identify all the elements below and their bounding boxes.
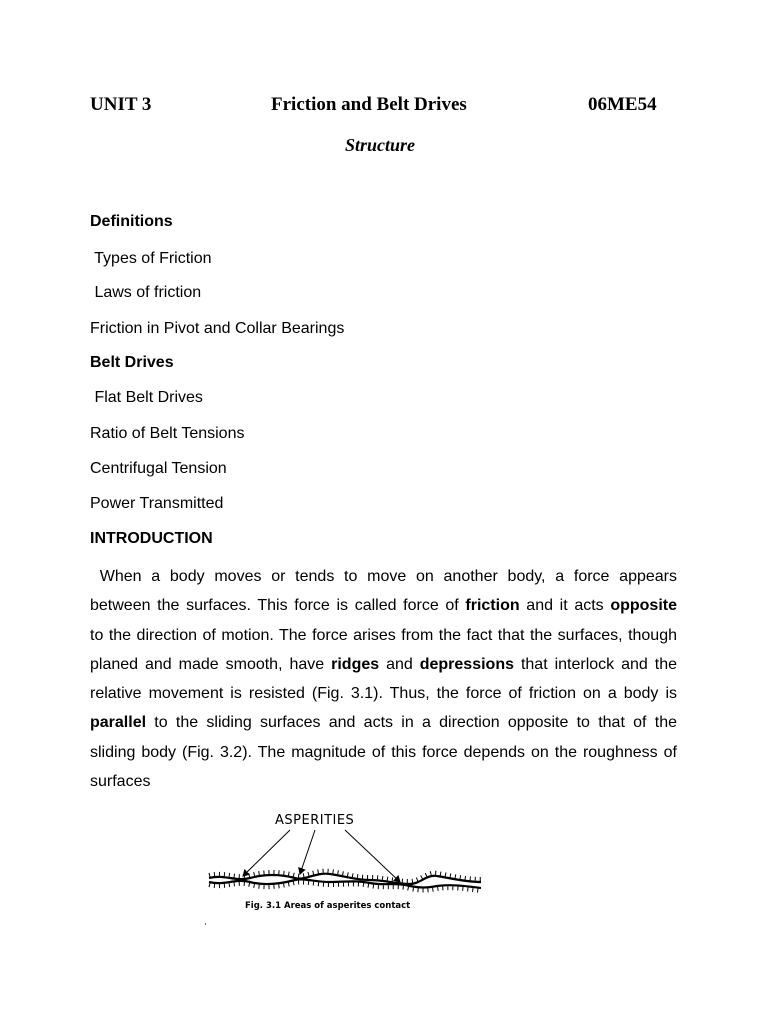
- structure-heading: Structure: [345, 135, 416, 155]
- flat-belt-drives-item: Flat Belt Drives: [90, 389, 203, 406]
- arrow-middle: [300, 830, 315, 874]
- intro-line: surfaces: [90, 773, 151, 791]
- pivot-collar-bearings-item: Friction in Pivot and Collar Bearings: [90, 320, 345, 337]
- introduction-paragraph: [90, 562, 677, 796]
- asperities-label: ASPERITIES: [275, 813, 355, 828]
- laws-of-friction-item: Laws of friction: [90, 284, 202, 301]
- intro-line: between the surfaces. This force is called force of friction and it acts opposite: [90, 597, 677, 615]
- intro-line: planed and made smooth, have ridges and depressions that interlock and the: [90, 655, 677, 673]
- types-of-friction-item: Types of Friction: [90, 250, 212, 267]
- asperities-diagram: [205, 808, 485, 928]
- intro-line: relative movement is resisted (Fig. 3.1). Thus, the force of friction on a body is: [90, 685, 677, 703]
- belt-tension-ratio-item: Ratio of Belt Tensions: [90, 425, 245, 442]
- asperities-figure: [205, 808, 485, 928]
- arrow-left: [243, 830, 290, 876]
- definitions-heading: Definitions: [90, 213, 173, 230]
- centrifugal-tension-item: Centrifugal Tension: [90, 460, 227, 477]
- intro-line: sliding body (Fig. 3.2). The magnitude of this force depends on the roughness of: [90, 743, 677, 761]
- introduction-heading: INTRODUCTION: [90, 530, 213, 547]
- belt-drives-heading: Belt Drives: [90, 354, 174, 371]
- intro-line: to the direction of motion. The force arises from the fact that the surfaces, though: [90, 626, 677, 644]
- document-title: Friction and Belt Drives: [271, 94, 467, 115]
- power-transmitted-item: Power Transmitted: [90, 495, 224, 512]
- intro-line: parallel to the sliding surfaces and acts in a direction opposite to that of the: [90, 714, 677, 732]
- stray-dot: [205, 923, 206, 925]
- intro-line: When a body moves or tends to move on another body, a force appears: [90, 568, 677, 585]
- unit-label: UNIT 3: [90, 94, 152, 115]
- course-code: 06ME54: [588, 94, 657, 115]
- figure-caption: Fig. 3.1 Areas of asperites contact: [245, 901, 411, 911]
